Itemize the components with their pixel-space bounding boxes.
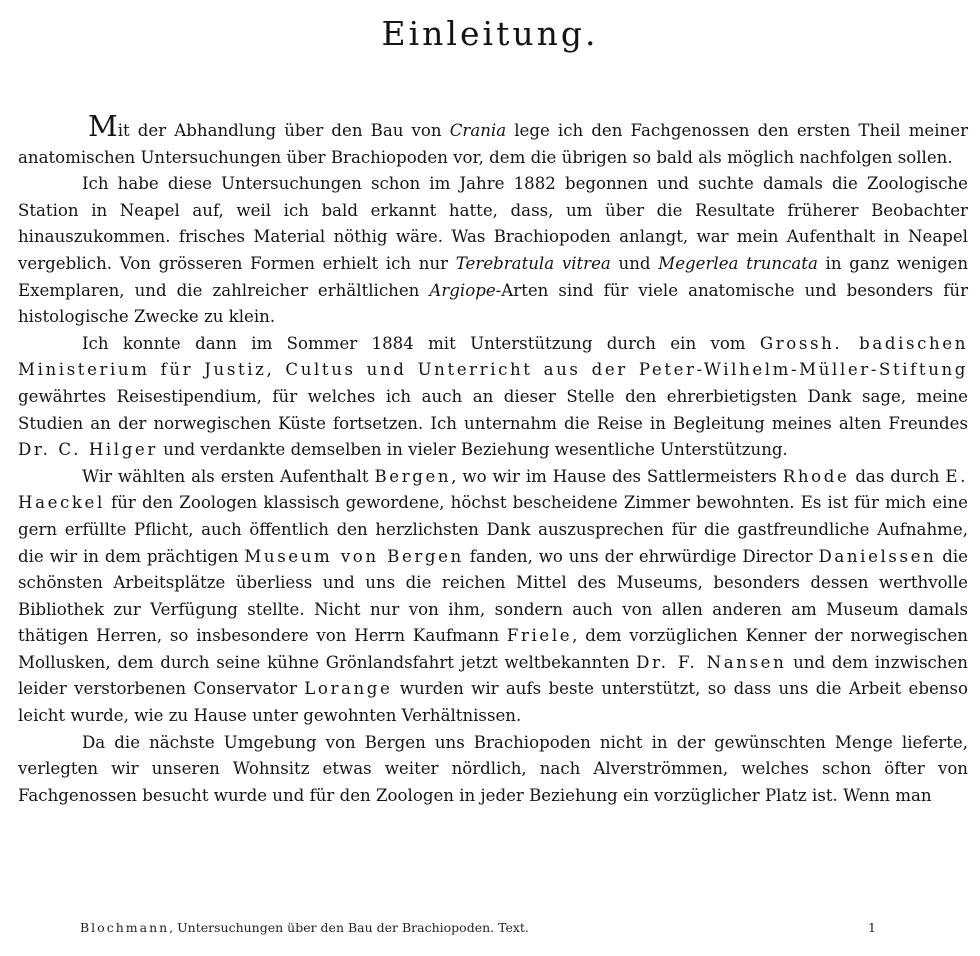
spaced-name: Museum von Bergen (244, 546, 464, 566)
text-run: Da die nächste Umgebung von Bergen uns Brachiopoden nicht in der gewünschten Menge lieferte, verlegten wir unseren Wohnsitz etwas weiter nördlich, nach Alverströmmen, welches schon öfter von Fachgenossen besucht wurde und für den Zoologen in jeder Beziehung ein vorzüglicher Platz ist. Wenn man (18, 732, 968, 805)
text-run: und (610, 253, 659, 273)
footer-author: Blochmann (80, 920, 170, 935)
italic-term: Crania (449, 121, 507, 140)
italic-term: Argiope (429, 280, 496, 300)
text-run: -Arten sind für viele anatomische und besonders für histologische Zwecke zu klein. (18, 280, 969, 327)
text-run: Ich konnte dann im Sommer 1884 mit Unterstützung durch ein vom (82, 333, 760, 353)
spaced-name: Grossh. badischen Ministerium für Justiz, Cultus und Unterricht aus der Peter-Wilhelm-Müller-Stiftung (18, 333, 968, 380)
paragraph-3 (18, 331, 968, 464)
paragraph-1 (18, 109, 969, 171)
text-run: , wo wir im Hause des Sattlermeisters (451, 466, 783, 486)
spaced-name: Rhode (782, 466, 850, 486)
text-run: in ganz wenigen Exemplaren, und die zahlreicher erhältlichen (18, 253, 969, 300)
text-run: gewährtes Reisestipendium, für welches ich auch an dieser Stelle den ehrerbietigsten Dank sage, meine Studien an der norwegischen Küste fortsetzen. Ich unternahm die Reise in Begleitung meines alten Freundes (18, 386, 968, 433)
spaced-name: Bergen (374, 466, 452, 486)
text-run: Wir wählten als ersten Aufenthalt (82, 466, 375, 486)
text-run: lege ich den Fachgenossen den ersten Theil meiner anatomischen Untersuchungen über Brachiopoden vor, dem die übrigen so bald als möglich nachfolgen sollen. (18, 121, 969, 167)
text-run: fanden, wo uns der ehrwürdige Director (463, 546, 819, 566)
spaced-name: Lorange (304, 679, 393, 699)
text-run: und verdankte demselben in vieler Beziehung wesentliche Unterstützung. (157, 440, 788, 460)
footer-text: , Untersuchungen über den Bau der Brachiopoden. Text. (169, 920, 529, 935)
drop-cap: M (88, 109, 118, 143)
italic-term: Terebratula vitrea (455, 253, 611, 273)
paragraph-5 (18, 730, 968, 810)
spaced-name: Dr. C. Hilger (18, 440, 158, 460)
spaced-name: E. Haeckel (18, 466, 968, 513)
paragraph-2 (18, 171, 968, 331)
text-run: , dem vorzüglichen Kenner der norwegischen Mollusken, dem durch seine kühne Grönlandsfahrt jetzt weltbekannten (18, 626, 968, 672)
body-text (18, 109, 969, 809)
text-run: das durch (849, 466, 946, 486)
spaced-name: Dr. F. Nansen (636, 652, 787, 672)
page-footer (80, 920, 900, 935)
text-run: wurden wir aufs beste unterstützt, so dass uns die Arbeit ebenso leicht wurde, wie zu Hause unter gewohnten Verhältnissen. (18, 679, 968, 726)
text-run: und dem inzwischen leider verstorbenen Conservator (18, 652, 968, 699)
text-run: die schönsten Arbeitsplätze überliess und uns die reichen Mittel des Museums, besonders dessen werthvolle Bibliothek zur Verfügung stellte. Nicht nur von ihm, sondern auch von allen anderen am Museum damals thätigen Herren, so insbesondere von Herrn Kaufmann (18, 546, 968, 646)
italic-term: Megerlea truncata (658, 253, 818, 273)
spaced-name: Danielssen (818, 546, 937, 566)
spaced-name: Friele (506, 626, 573, 646)
page-title: Einleitung. (381, 14, 599, 53)
paragraph-4 (18, 464, 968, 730)
text-run: für den Zoologen klassisch gewordene, höchst bescheidene Zimmer bewohnten. Es ist für mich eine gern erfüllte Pflicht, auch öffentlich den herzlichsten Dank auszusprechen für die gastfreundliche Aufnahme, die wir in dem prächtigen (18, 493, 968, 566)
text-run: it der Abhandlung über den Bau von (117, 121, 450, 140)
text-run: Ich habe diese Untersuchungen schon im Jahre 1882 begonnen und suchte damals die Zoologische Station in Neapel auf, weil ich bald erkannt hatte, dass, um über die Resultate früherer Beobachter hinauszukommen. frisches Material nöthig wäre. Was Brachiopoden anlangt, war mein Aufenthalt in Neapel vergeblich. Von grösseren Formen erhielt ich nur (18, 174, 968, 273)
page-number: 1 (868, 920, 876, 935)
